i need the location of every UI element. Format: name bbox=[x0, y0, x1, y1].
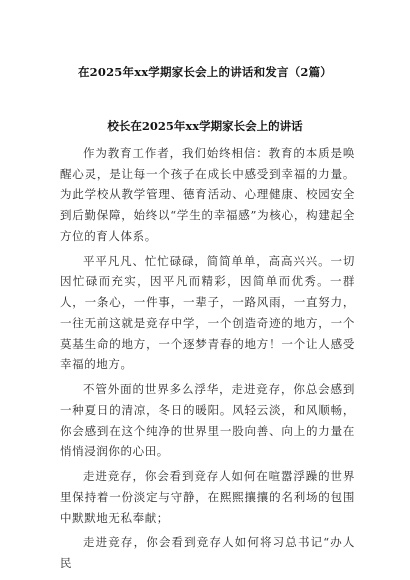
paragraph: 作为教育工作者，我们始终相信：教育的本质是唤醒心灵，是让每一个孩子在成长中感受到幸福的力量。为此学校从教学管理、德育活动、心理健康、校园安全到后勤保障，始终以“学生的幸福感”为核心，构建起全方位的育人体系。 bbox=[60, 146, 355, 243]
paragraph: 走进竞存，你会看到竞存人如何在喧嚣浮躁的世界里保持着一份淡定与守静，在熙熙攘攘的名利场的包围中默默地无私奉献； bbox=[60, 469, 355, 525]
document-body bbox=[60, 143, 355, 578]
document-title: 在2025年xx学期家长会上的讲话和发言（2篇） bbox=[77, 65, 333, 79]
paragraph: 不管外面的世界多么浮华，走进竞存，你总会感到一种夏日的清凉，冬日的暖阳。风轻云淡，和风顺畅，你会感到在这个纯净的世界里一股向善、向上的力量在悄悄浸润你的心田。 bbox=[60, 382, 355, 459]
paragraph: 平平凡凡、忙忙碌碌，简简单单，高高兴兴。一切因忙碌而充实，因平凡而精彩，因简单而优秀。一群人，一条心，一件事，一辈子，一路风雨，一直努力，一往无前这就是竞存中学，一个创造奇迹的地方，一个莫基生命的地方，一个逐梦青春的地方！一个让人感受幸福的地方。 bbox=[60, 253, 355, 372]
paragraph: 走进竞存，你会看到竞存人如何将习总书记“办人民 bbox=[60, 535, 355, 571]
section-title: 校长在2025年xx学期家长会上的讲话 bbox=[107, 119, 303, 133]
